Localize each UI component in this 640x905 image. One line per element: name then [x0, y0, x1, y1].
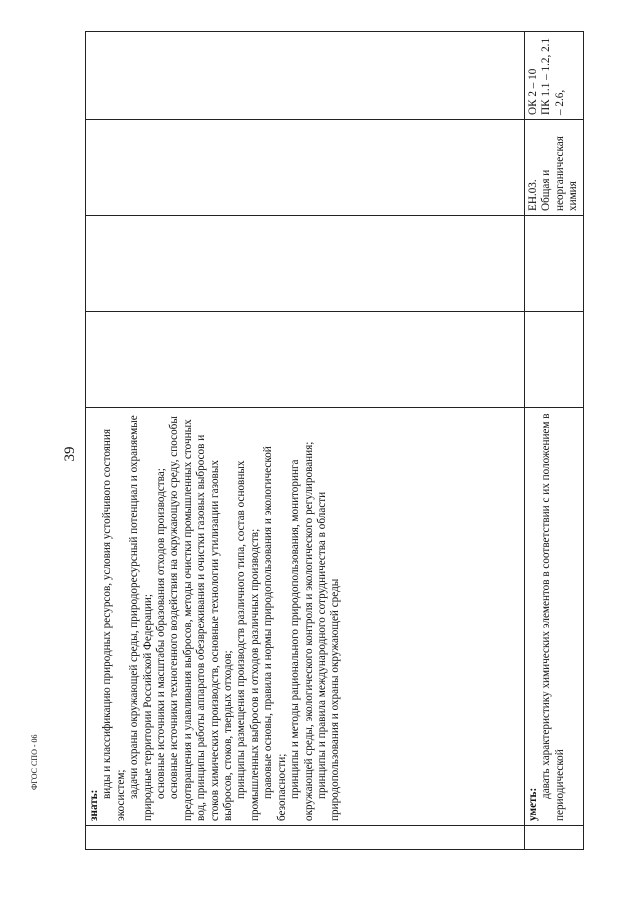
can-item: давать характеристику химических элементов в соответствии с их положением в периодической: [540, 413, 566, 821]
competency-table: [85, 31, 584, 850]
know-item: принципы и правила международного сотрудничества в области природопользования и охраны окружающей среды: [315, 491, 342, 821]
know-item: правовые основы, правила и нормы природопользования и экологической безопасности;: [262, 446, 288, 821]
discipline-code: ЕН.03.: [527, 179, 539, 211]
competency-ok: ОК 2 – 10: [527, 68, 539, 115]
know-item: основные источники техногенного воздействия на окружающую среду, способы предотвращения и улавливания выбросов, методы очистки промышленных сточных вод, принципы работы аппаратов обезвреживания и очистки газовых выбросов и стоков химических производств, основные технологии утилизации газовых выбросов, стоков, твердых отходов;: [168, 416, 235, 821]
page-number: 39: [62, 446, 78, 462]
rotated-table-wrapper: [85, 32, 580, 850]
table-cell-hours-2: [86, 216, 525, 312]
footer-code: ФГОС СПО - 06: [30, 734, 39, 790]
table-cell-know: [86, 408, 525, 826]
know-item: задачи охраны окружающей среды, природоресурсный потенциал и охраняемые природные территории Российской Федерации;: [128, 415, 154, 821]
table-cell-hours: [525, 312, 584, 408]
know-item: виды и классификацию природных ресурсов, условия устойчивого состояния экосистем;: [101, 429, 127, 821]
table-row-knowledge: [86, 32, 525, 850]
table-cell-index: [525, 826, 584, 850]
can-heading: уметь:: [527, 787, 539, 821]
table-cell-competencies-empty: [86, 32, 525, 120]
discipline-name: Общая и неорганическая химия: [540, 136, 580, 211]
table-cell-discipline-empty: [86, 120, 525, 216]
table-cell-competencies: [525, 32, 584, 120]
table-cell-can: [525, 408, 584, 826]
know-item: основные источники и масштабы образования отходов производства;: [155, 468, 168, 799]
competency-pk: ПК 1.1 – 1.2, 2.1 – 2.6,: [540, 37, 566, 115]
know-heading: знать:: [88, 789, 100, 821]
table-cell-discipline: [525, 120, 584, 216]
know-item: принципы размещения производств различного типа, состав основных промышленных выбросов и отходов различных производств;: [235, 460, 261, 821]
table-row-skills: [525, 32, 584, 850]
table-cell-hours: [86, 312, 525, 408]
table-cell-index: [86, 826, 525, 850]
table-cell-hours-2: [525, 216, 584, 312]
know-item: принципы и методы рационального природопользования, мониторинга окружающей среды, экологического контроля и экологического регулирования;: [289, 441, 315, 821]
